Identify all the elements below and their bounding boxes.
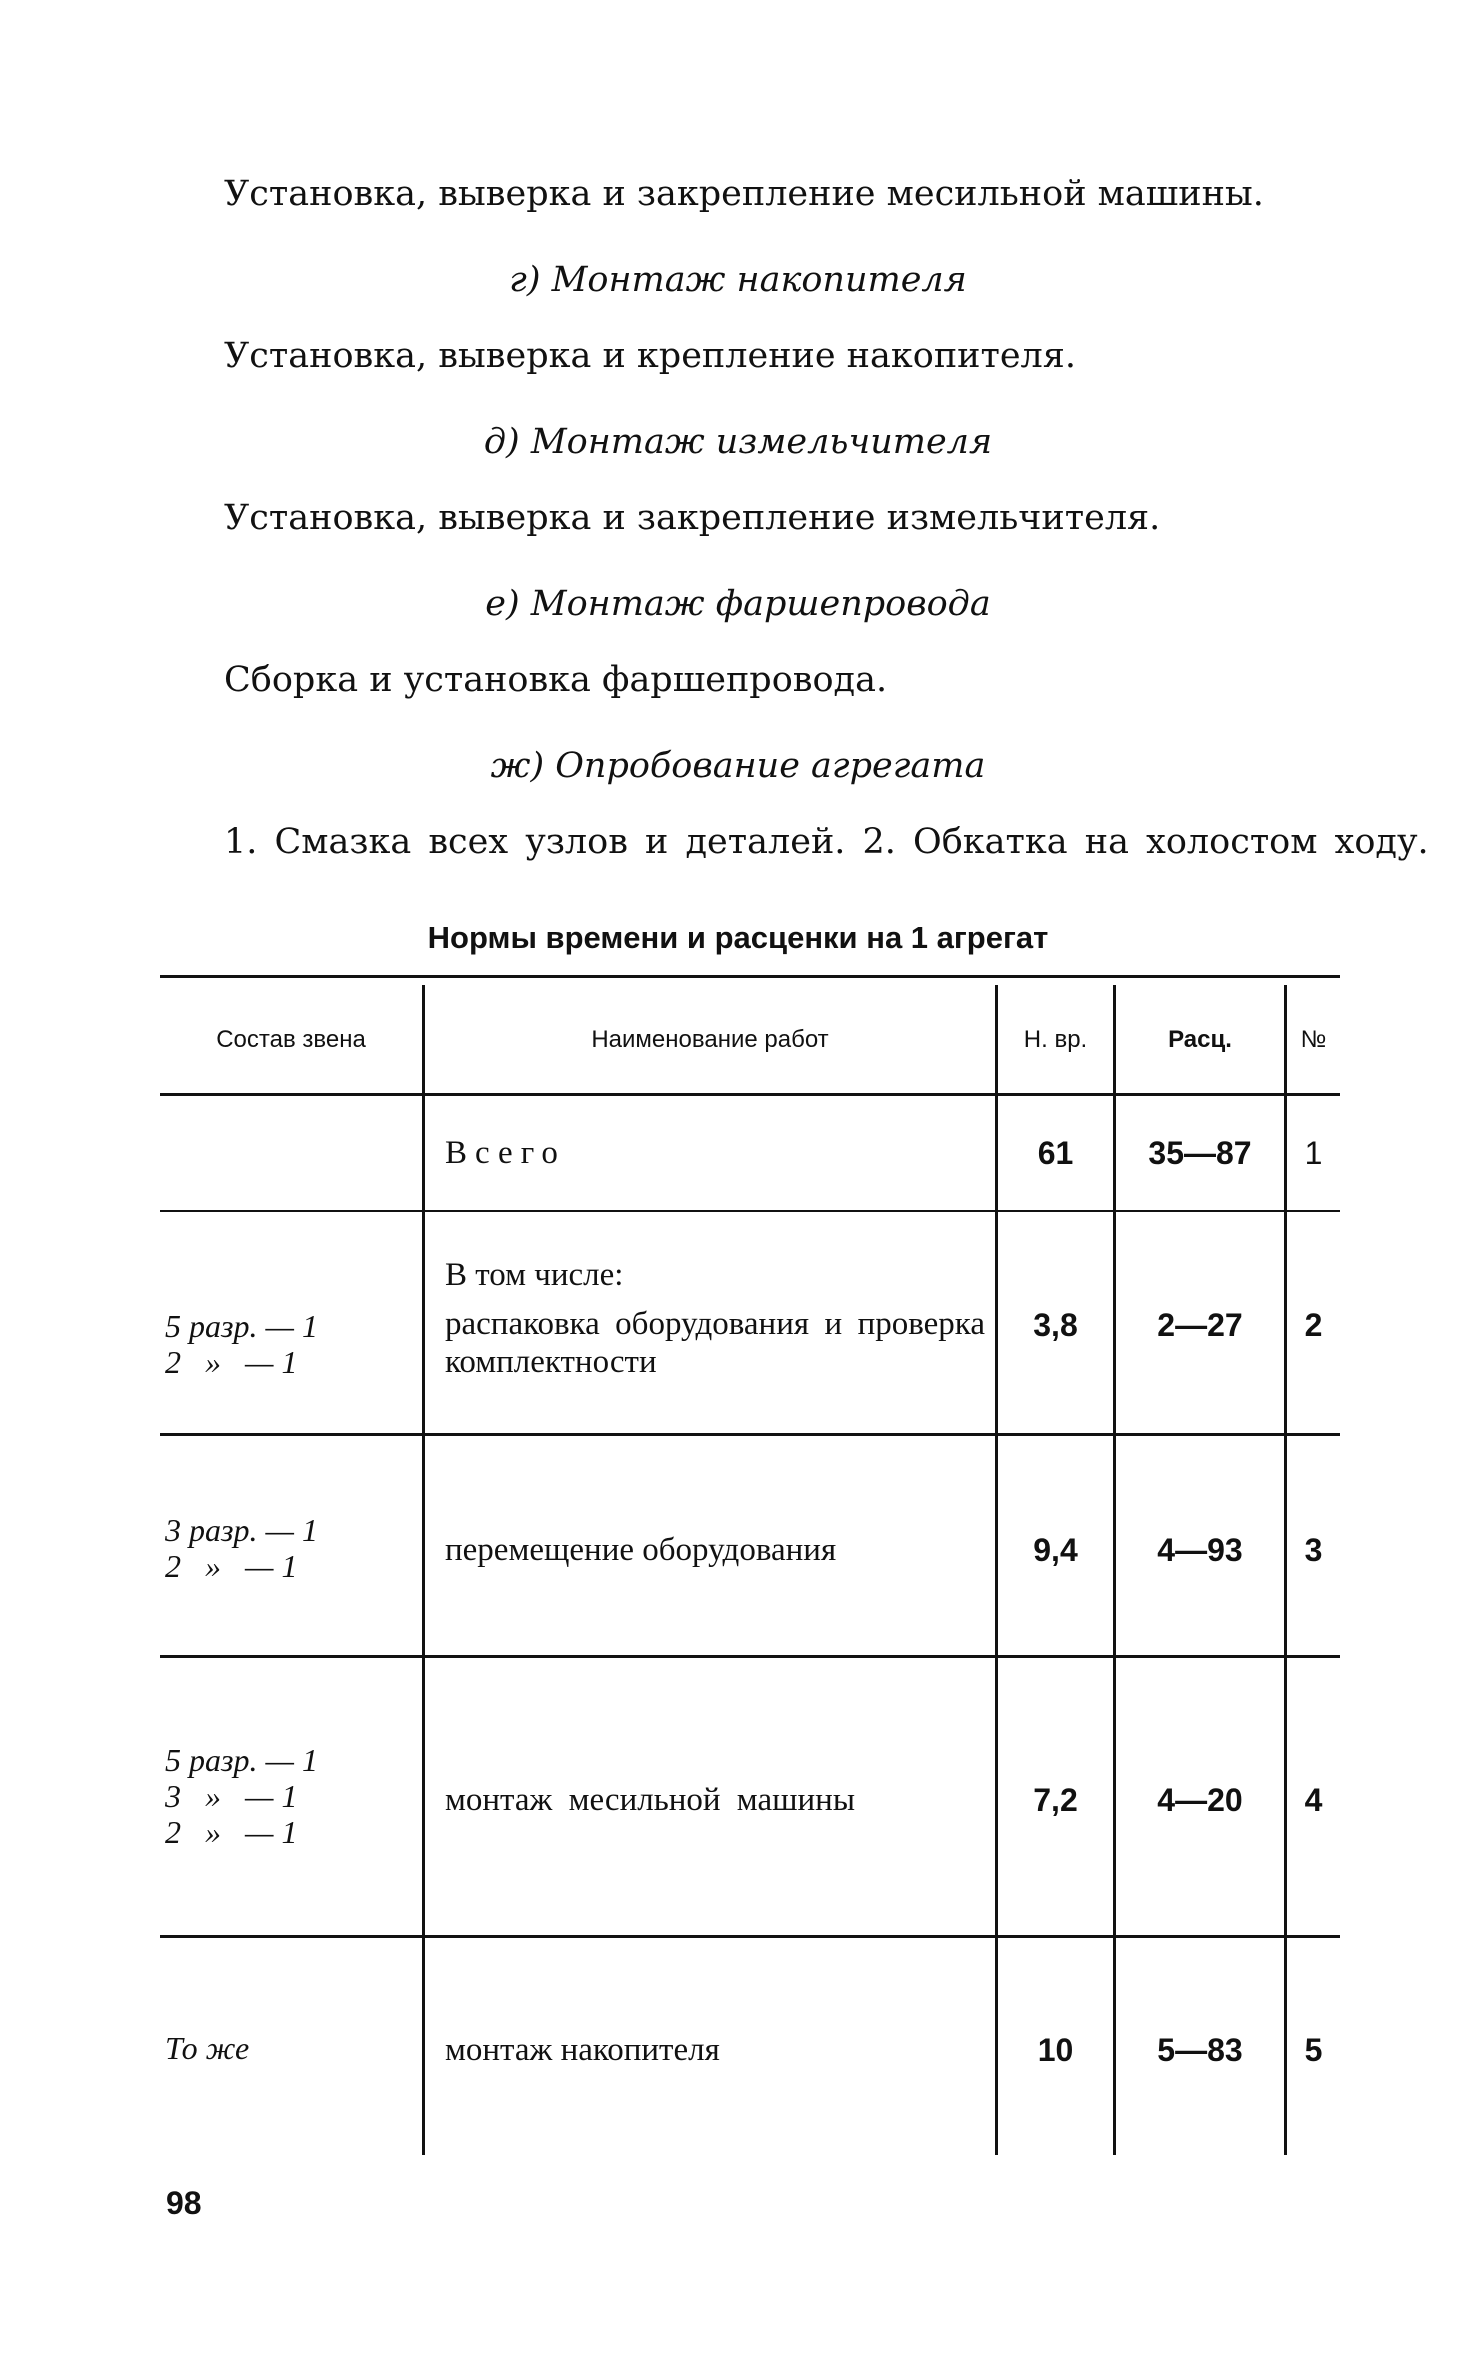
row-3-work: перемещение оборудования xyxy=(445,1532,837,1568)
header-crew: Состав звена xyxy=(216,1026,366,1053)
heading-accumulator: г) Монтаж накопителя xyxy=(509,260,967,300)
row-4-number: 4 xyxy=(1304,1782,1323,1818)
paragraph-grinder-install: Установка, выверка и закрепление измельчителя. xyxy=(224,498,1161,538)
row-1-number: 1 xyxy=(1304,1135,1323,1171)
row-2-rate: 2—27 xyxy=(1157,1307,1243,1343)
heading-mince-pipe: е) Монтаж фаршепровода xyxy=(485,584,991,624)
row-1-work: Всего xyxy=(445,1135,566,1171)
paragraph-unit-test: 1. Смазка всех узлов и деталей. 2. Обкатка на холостом ходу. xyxy=(224,822,1429,862)
row-divider xyxy=(160,1433,1340,1436)
table-top-rule xyxy=(160,975,1340,978)
row-4-crew: 5 разр. — 1 3 » — 1 2 » — 1 xyxy=(165,1742,318,1850)
page-number: 98 xyxy=(166,2185,202,2221)
table-caption: Нормы времени и расценки на 1 агрегат xyxy=(427,920,1049,955)
row-5-work: монтаж накопителя xyxy=(445,2032,720,2068)
header-work: Наименование работ xyxy=(591,1026,829,1053)
row-3-norm: 9,4 xyxy=(1033,1532,1078,1568)
header-number: № xyxy=(1300,1026,1327,1053)
row-5-crew: То же xyxy=(165,2030,250,2066)
header-rate: Расц. xyxy=(1168,1026,1232,1053)
row-2-work-prefix: В том числе: xyxy=(445,1257,624,1293)
column-rule-crew xyxy=(422,985,425,2155)
row-1-rate: 35—87 xyxy=(1148,1135,1252,1171)
row-2-crew: 5 разр. — 1 2 » — 1 xyxy=(165,1308,318,1380)
header-norm: Н. вр. xyxy=(1023,1026,1088,1053)
row-4-norm: 7,2 xyxy=(1033,1782,1078,1818)
row-divider xyxy=(160,1935,1340,1938)
table-header-rule xyxy=(160,1093,1340,1096)
row-3-rate: 4—93 xyxy=(1157,1532,1243,1568)
row-1-norm: 61 xyxy=(1037,1135,1074,1171)
heading-grinder: д) Монтаж измельчителя xyxy=(483,422,993,462)
row-divider xyxy=(160,1210,1340,1212)
row-divider xyxy=(160,1655,1340,1658)
row-3-crew: 3 разр. — 1 2 » — 1 xyxy=(165,1512,318,1584)
row-4-rate: 4—20 xyxy=(1157,1782,1243,1818)
paragraph-accumulator-install: Установка, выверка и крепление накопителя. xyxy=(224,336,1076,376)
paragraph-mixer-install: Установка, выверка и закрепление месильной машины. xyxy=(224,174,1264,214)
row-2-work: распаковка оборудования и проверка комплектности xyxy=(445,1306,985,1380)
row-5-rate: 5—83 xyxy=(1157,2032,1243,2068)
row-3-number: 3 xyxy=(1304,1532,1323,1568)
row-5-norm: 10 xyxy=(1037,2032,1074,2068)
paragraph-mince-pipe-install: Сборка и установка фаршепровода. xyxy=(224,660,888,700)
row-5-number: 5 xyxy=(1304,2032,1323,2068)
row-4-work: монтаж месильной машины xyxy=(445,1782,856,1818)
row-2-norm: 3,8 xyxy=(1033,1307,1078,1343)
heading-unit-test: ж) Опробование агрегата xyxy=(490,746,986,786)
row-2-number: 2 xyxy=(1304,1307,1323,1343)
